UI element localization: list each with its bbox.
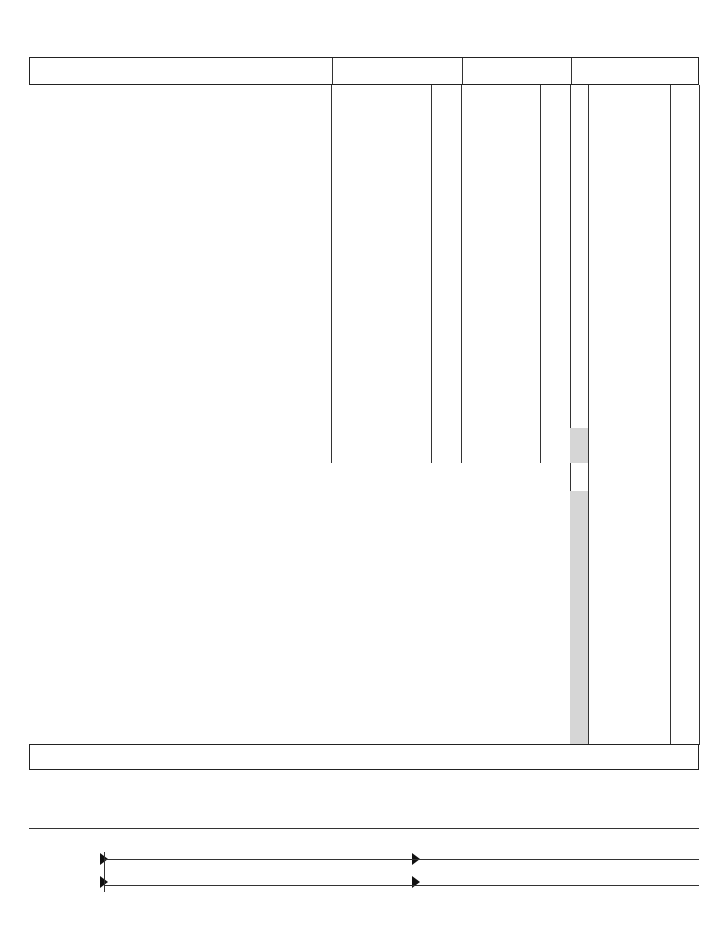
daytime-phone-field[interactable] <box>328 872 412 886</box>
shaded-cell <box>570 428 588 463</box>
explanation-header <box>29 744 699 770</box>
header-divider <box>462 58 463 84</box>
arrow-marker-icon <box>412 876 420 888</box>
explanation-text-area[interactable] <box>29 772 703 826</box>
header-divider <box>571 58 572 84</box>
column-header <box>29 57 699 85</box>
date-field[interactable] <box>328 846 412 860</box>
preparer-phone-field[interactable] <box>628 872 702 886</box>
header-divider <box>332 58 333 84</box>
preparer-address-field[interactable] <box>422 872 626 886</box>
preparer-signature-field[interactable] <box>422 846 626 860</box>
preparer-date-field[interactable] <box>628 846 702 860</box>
sign-top-rule <box>29 828 699 829</box>
shaded-cell <box>570 491 588 745</box>
spouse-signature-field[interactable] <box>108 872 322 886</box>
your-signature-field[interactable] <box>108 846 322 860</box>
